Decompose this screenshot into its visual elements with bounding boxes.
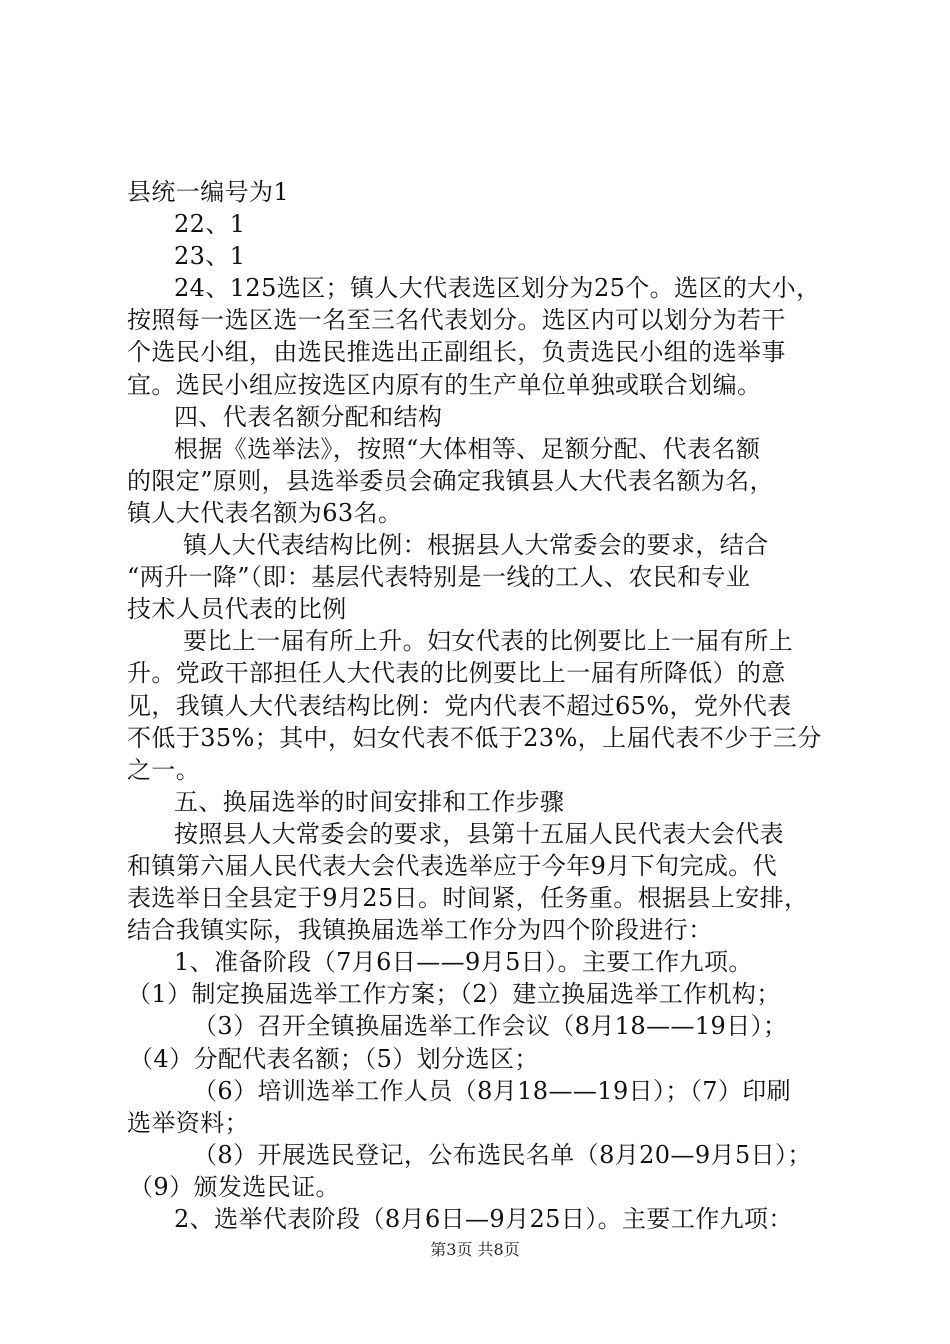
text-line: （4）分配代表名额；（5）划分选区；: [129, 1044, 539, 1073]
text-line: 选举资料；: [127, 1108, 249, 1137]
text-line: 2、选举代表阶段（8月6日—9月25日）。主要工作九项：: [174, 1205, 793, 1233]
text-line: （3）召开全镇换届选举工作会议（8月18——19日）；: [193, 1012, 788, 1041]
text-line: 之一。: [127, 755, 201, 784]
page-footer: 第3页 共8页: [430, 1240, 520, 1259]
text-line: （1）制定换届选举工作方案；（2）建立换届选举工作机构；: [127, 980, 781, 1009]
text-line: 镇人大代表结构比例：根据县人大常委会的要求，结合: [183, 531, 769, 560]
text-line: 1、准备阶段（7月6日——9月5日）。主要工作九项。: [174, 948, 753, 977]
text-line: 要比上一届有所上升。妇女代表的比例要比上一届有所上: [183, 627, 793, 656]
text-line: 宜。选民小组应按选区内原有的生产单位单独或联合划编。: [127, 370, 762, 399]
text-line: 技术人员代表的比例: [127, 595, 347, 624]
text-line: 按照每一选区选一名至三名代表划分。选区内可以划分为若干: [127, 306, 786, 335]
section-heading: 五、换届选举的时间安排和工作步骤: [174, 787, 565, 816]
text-line: 县统一编号为1: [127, 178, 290, 206]
text-line: “两升一降”（即：基层代表特别是一线的工人、农民和专业: [127, 563, 751, 592]
text-line: 不低于35%；其中，妇女代表不低于23%，上届代表不少于三分: [127, 723, 822, 752]
text-line: 个选民小组，由选民推选出正副组长，负责选民小组的选举事: [127, 338, 786, 367]
text-line: （9）颁发选民证。: [129, 1172, 340, 1201]
text-line: （8）开展选民登记，公布选民名单（8月20—9月5日）；: [193, 1140, 812, 1169]
text-line: 结合我镇实际，我镇换届选举工作分为四个阶段进行：: [127, 916, 713, 945]
text-line: 和镇第六届人民代表大会代表选举应于今年9月下旬完成。代: [127, 851, 778, 880]
text-line: 的限定”原则，县选举委员会确定我镇县人大代表名额为名，: [127, 466, 775, 495]
text-line: 按照县人大常委会的要求，县第十五届人民代表大会代表: [174, 819, 784, 848]
text-line: 见，我镇人大代表结构比例：党内代表不超过65%，党外代表: [127, 691, 792, 720]
text-line: （6）培训选举工作人员（8月18——19日）；（7）印刷: [193, 1076, 792, 1105]
text-line: 镇人大代表名额为63名。: [127, 498, 403, 527]
document-body: [127, 176, 837, 1235]
text-line: 表选举日全县定于9月25日。时间紧，任务重。根据县上安排，: [127, 884, 809, 913]
text-line: 24、125选区；镇人大代表选区划分为25个。选区的大小，: [174, 274, 821, 303]
section-heading: 四、代表名额分配和结构: [174, 402, 443, 431]
text-line: 22、1: [174, 210, 246, 239]
text-line: 根据《选举法》，按照“大体相等、足额分配、代表名额: [174, 434, 761, 463]
text-line: 升。党政干部担任人大代表的比例要比上一届有所降低）的意: [127, 659, 786, 688]
text-line: 23、1: [174, 242, 246, 271]
